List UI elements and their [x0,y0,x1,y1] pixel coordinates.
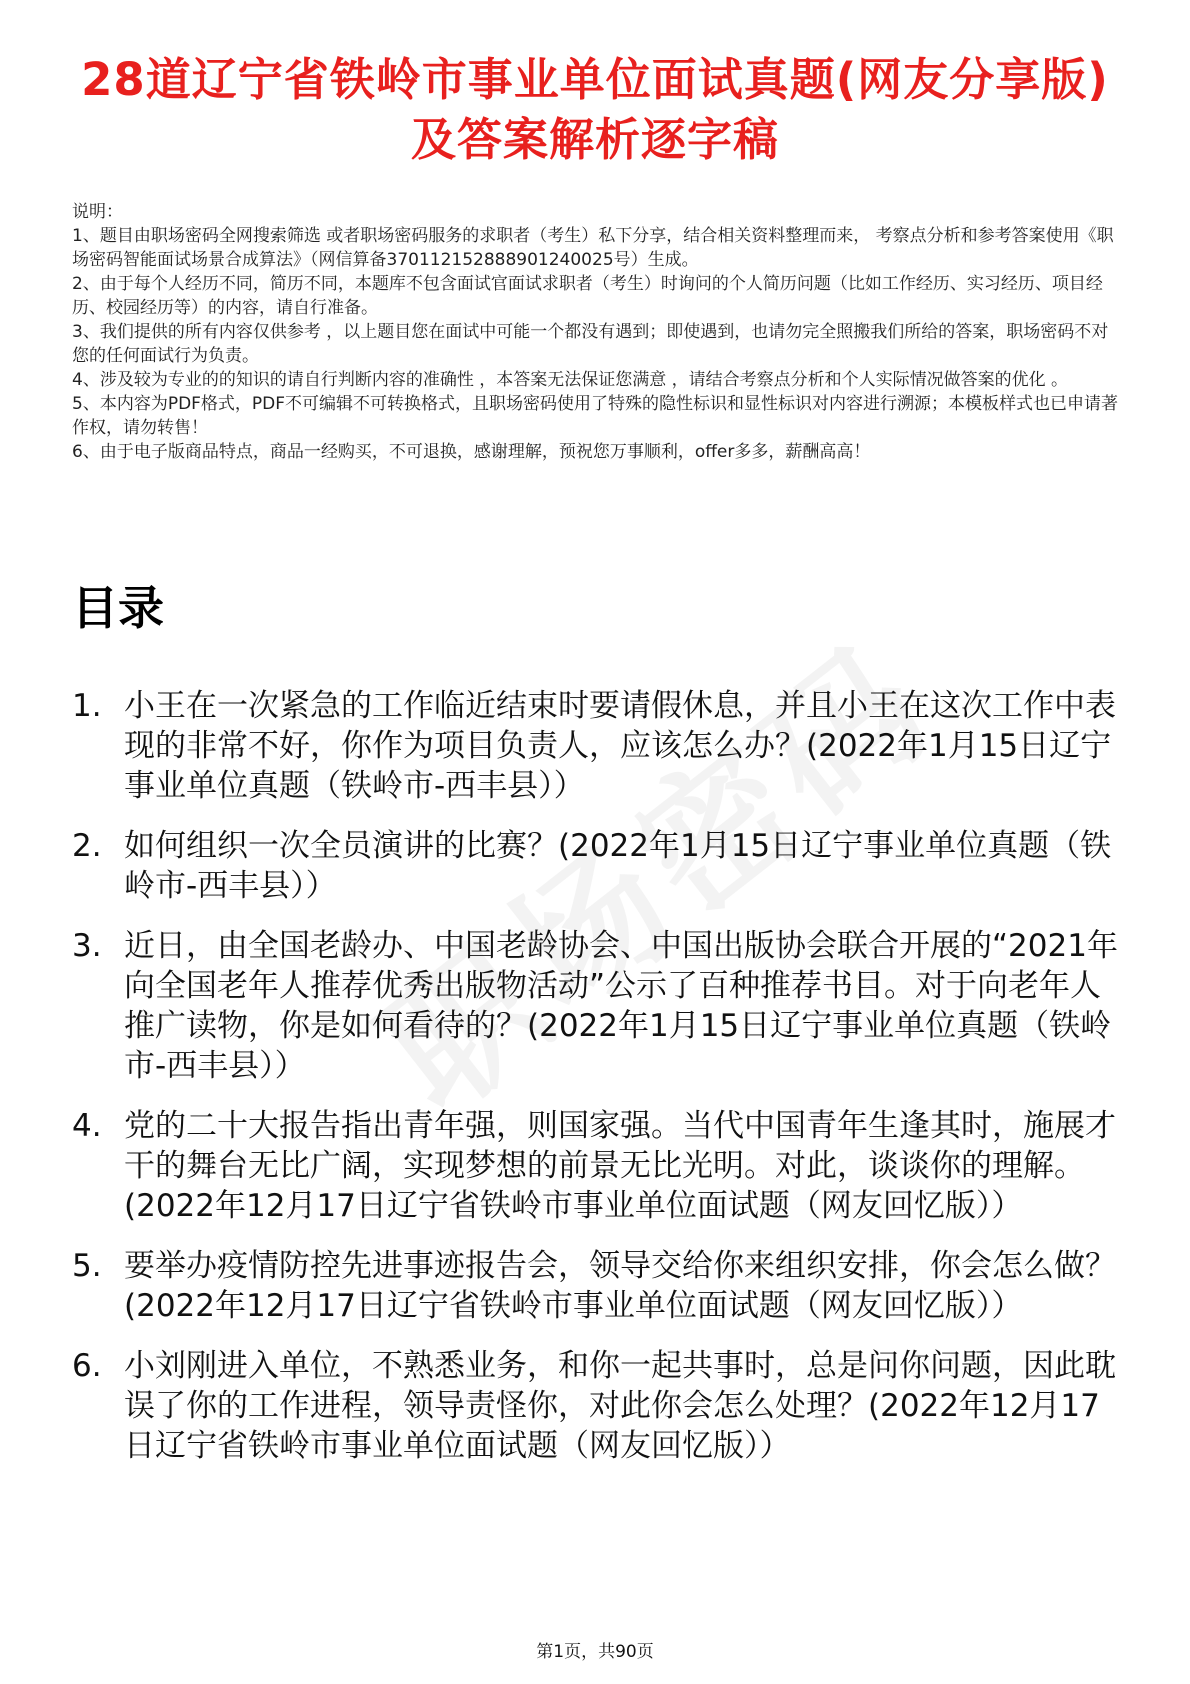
notes-section [72,200,1122,464]
document-title: 28道辽宁省铁岭市事业单位面试真题(网友分享版)及答案解析逐字稿 [81,53,1109,166]
toc-item-number: 6. [72,1348,102,1384]
toc-item-text[interactable]: 小王在一次紧急的工作临近结束时要请假休息，并且小王在这次工作中表现的非常不好，你作为项目负责人，应该怎么办？(2022年1月15日辽宁事业单位真题（铁岭市-西丰县）） [124,688,1116,804]
toc-item[interactable] [72,926,1122,1086]
toc-item[interactable] [72,1346,1122,1466]
toc-item[interactable] [72,826,1122,906]
toc-item-text[interactable]: 党的二十大报告指出青年强，则国家强。当代中国青年生逢其时，施展才干的舞台无比广阔，实现梦想的前景无比光明。对此，谈谈你的理解。(2022年12月17日辽宁省铁岭市事业单位面试题（网友回忆版）） [124,1108,1116,1224]
toc-item-text[interactable]: 如何组织一次全员演讲的比赛？(2022年1月15日辽宁事业单位真题（铁岭市-西丰县）） [124,828,1112,904]
toc-item-text[interactable]: 要举办疫情防控先进事迹报告会，领导交给你来组织安排，你会怎么做？(2022年12月17日辽宁省铁岭市事业单位面试题（网友回忆版）） [124,1248,1116,1324]
toc-item-number: 1. [72,688,102,724]
toc-item[interactable] [72,1246,1122,1326]
note-item: 5、本内容为PDF格式，PDF不可编辑不可转换格式，且职场密码使用了特殊的隐性标识和显性标识对内容进行溯源；本模板样式也已申请著作权，请勿转售！ [72,394,1119,438]
toc-item-number: 5. [72,1248,102,1284]
note-item: 2、由于每个人经历不同，简历不同，本题库不包含面试官面试求职者（考生）时询问的个人简历问题（比如工作经历、实习经历、项目经历、校园经历等）的内容，请自行准备。 [72,274,1103,318]
toc-item-text[interactable]: 近日，由全国老龄办、中国老龄协会、中国出版协会联合开展的“2021年向全国老年人推荐优秀出版物活动”公示了百种推荐书目。对于向老年人推广读物，你是如何看待的？(2022年1月15日辽宁事业单位真题（铁岭市-西丰县）） [124,928,1118,1084]
page-number-footer: 第1页，共90页 [536,1642,654,1662]
toc-list [72,686,1122,1486]
toc-item-number: 3. [72,928,102,964]
note-item: 3、我们提供的所有内容仅供参考 ，以上题目您在面试中可能一个都没有遇到；即使遇到，也请勿完全照搬我们所给的答案，职场密码不对您的任何面试行为负责。 [72,322,1109,366]
toc-heading: 目录 [72,581,164,635]
toc-item-text[interactable]: 小刘刚进入单位，不熟悉业务，和你一起共事时，总是问你问题，因此耽误了你的工作进程，领导责怪你，对此你会怎么处理？(2022年12月17日辽宁省铁岭市事业单位面试题（网友回忆版）） [124,1348,1116,1464]
toc-item[interactable] [72,1106,1122,1226]
note-item: 6、由于电子版商品特点，商品一经购买，不可退换，感谢理解，预祝您万事顺利，offer多多，薪酬高高！ [72,442,871,462]
note-item: 1、题目由职场密码全网搜索筛选 或者职场密码服务的求职者（考生）私下分享，结合相关资料整理而来， 考察点分析和参考答案使用《职场密码智能面试场景合成算法》（网信算备370112152888901240025号）生成。 [72,226,1114,270]
toc-item[interactable] [72,686,1122,806]
toc-item-number: 4. [72,1108,102,1144]
note-item: 4、涉及较为专业的的知识的请自行判断内容的准确性 ，本答案无法保证您满意 ，请结合考察点分析和个人实际情况做答案的优化 。 [72,370,1069,390]
notes-heading: 说明： [72,202,123,222]
toc-item-number: 2. [72,828,102,864]
